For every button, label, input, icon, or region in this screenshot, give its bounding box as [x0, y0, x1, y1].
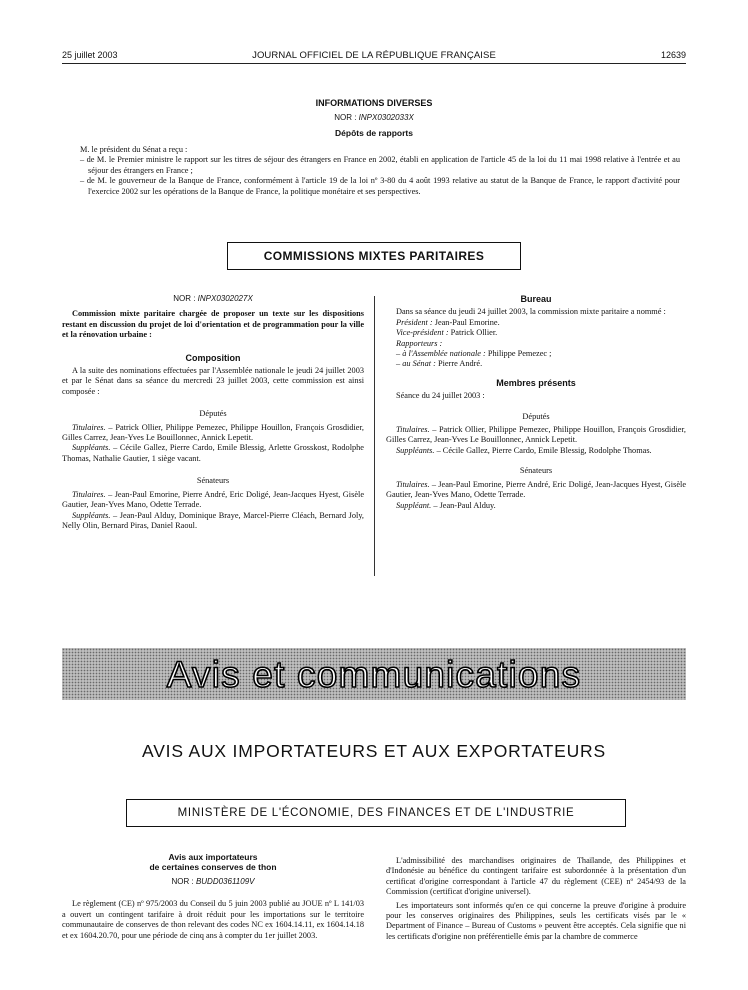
vice-president-label: Vice-président :	[396, 328, 449, 338]
suppleants-names: – Cécile Gallez, Pierre Cardo, Emile Blessig, Rodolphe Thomas.	[434, 445, 652, 455]
article-left-column	[62, 852, 364, 941]
article-right-column	[386, 856, 686, 942]
nor-reference	[62, 877, 364, 887]
rapporteurs-label-text: Rapporteurs :	[396, 338, 443, 348]
rapporteur-senat-line	[386, 359, 686, 369]
commission-lead: Commission mixte paritaire chargée de proposer un texte sur les dispositions restant en discussion du projet de loi d'orientation et de programmation pour la ville et la rénovation urbaine :	[62, 309, 364, 340]
nor-reference	[62, 294, 364, 304]
column-divider	[374, 296, 375, 576]
ministere-box: MINISTÈRE DE L'ÉCONOMIE, DES FINANCES ET DE L'INDUSTRIE	[126, 799, 626, 827]
avis-importateurs-title: AVIS AUX IMPORTATEURS ET AUX EXPORTATEURS	[142, 741, 606, 761]
nor-label: NOR :	[334, 113, 359, 122]
nor-code: INPX0302027X	[197, 294, 253, 303]
section-box-commissions: COMMISSIONS MIXTES PARITAIRES	[227, 242, 521, 270]
composition-title: Composition	[185, 352, 241, 363]
titulaires-label: Titulaires.	[396, 425, 430, 435]
suppleants-label: Suppléants.	[396, 445, 435, 455]
titulaires-label: Titulaires.	[396, 479, 430, 489]
senateurs-titulaires	[386, 480, 686, 501]
article-title-line1: Avis aux importateurs	[168, 852, 258, 862]
titulaires-names: – Patrick Ollier, Philippe Pemezec, Philippe Houillon, François Grosdidier, Gilles Carrez, Jean-Yves Le Bouillonnec, Annick Lepetit.	[62, 422, 364, 443]
suppleants-names: – Cécile Gallez, Pierre Cardo, Emile Blessig, Arlette Grosskost, Rodolphe Thomas, Nathalie Gautier, 1 siège vacant.	[62, 443, 364, 463]
commission-right-column	[386, 294, 686, 511]
vice-president-name: Patrick Ollier.	[448, 328, 498, 338]
informations-item: – de M. le gouverneur de la Banque de France, conformément à l'article 19 de la loi nº 3-80 du 4 août 1993 relative au statut de la Banque de France, le rapport d'activité pour l'exercice 2002 sur les opérations de la Banque de France, la politique monétaire et ses perspectives.	[80, 176, 680, 196]
vice-president-line	[386, 328, 686, 338]
seance-line: Séance du 24 juillet 2003 :	[396, 391, 485, 401]
senateurs-titulaires	[62, 490, 364, 511]
page-number: 12639	[660, 50, 686, 60]
informations-body	[80, 145, 680, 197]
bureau-title: Bureau	[520, 294, 552, 304]
titulaires-names: – Patrick Ollier, Philippe Pemezec, Philippe Houillon, François Grosdidier, Gilles Carrez, Jean-Yves Le Bouillonnec, Annick Lepetit.	[386, 425, 686, 445]
suppleants-names: – Jean-Paul Alduy, Dominique Braye, Marcel-Pierre Cléach, Bernard Joly, Nelly Olin, Bernard Piras, Daniel Raoul.	[62, 510, 364, 530]
nor-label: NOR :	[171, 877, 196, 886]
section-title-informations: INFORMATIONS DIVERSES	[315, 98, 433, 108]
deputes-suppleants	[386, 446, 686, 456]
banner-title: Avis et communications	[166, 653, 582, 695]
suppleant-label: Suppléant.	[396, 500, 432, 510]
rapporteur-senat-name: Pierre André.	[435, 359, 483, 369]
article-paragraph-1: Le règlement (CE) nº 975/2003 du Conseil du 5 juin 2003 publié au JOUE nº L 141/03 a ouvert un contingent tarifaire à droit réduit pour les importations sur le territoire communautaire de conserves de thon relevant des codes NC ex 1604.14.11, ex 1604.14.18 et ex 1604.20.70, pour une période de cinq ans à compter du 1er juillet 2003.	[62, 899, 364, 940]
titulaires-names: – Jean-Paul Emorine, Pierre André, Eric Doligé, Jean-Jacques Hyest, Gisèle Gautier, Jean-Yves Mano, Odette Terrade.	[62, 489, 364, 510]
deputes-title: Députés	[522, 411, 550, 421]
rapporteur-an-name: Philippe Pemezec ;	[485, 349, 552, 359]
titulaires-label: Titulaires.	[72, 489, 106, 499]
commission-left-column	[62, 294, 364, 531]
suppleants-label: Suppléants.	[72, 443, 111, 453]
nor-code: BUDD0361109V	[195, 877, 255, 886]
header-rule	[62, 63, 686, 64]
nor-label: NOR :	[173, 294, 198, 303]
rapporteurs-label	[386, 339, 686, 349]
header-date: 25 juillet 2003	[62, 50, 118, 60]
bureau-text: Dans sa séance du jeudi 24 juillet 2003, la commission mixte paritaire a nommé :	[396, 307, 666, 317]
senateurs-suppleant	[386, 501, 686, 511]
nor-code: INPX0302033X	[358, 113, 414, 122]
deputes-titulaires	[386, 425, 686, 446]
informations-item: – de M. le Premier ministre le rapport sur les titres de séjour des étrangers en France en 2002, établi en application de l'article 45 de la loi du 11 mai 1998 relative à l'entrée et au séjour des étrangers en France ;	[80, 155, 680, 175]
avis-communications-banner	[62, 648, 686, 700]
subsection-title-depots: Dépôts de rapports	[335, 128, 413, 138]
composition-text: A la suite des nominations effectuées par l'Assemblée nationale le jeudi 24 juillet 2003 et par le Sénat dans sa séance du mercredi 23 juillet 2003, cette commission est ainsi composée :	[62, 366, 364, 396]
titulaires-names: – Jean-Paul Emorine, Pierre André, Eric Doligé, Jean-Jacques Hyest, Gisèle Gautier, Jean-Yves Mano, Odette Terrade.	[386, 479, 686, 500]
deputes-title: Députés	[199, 409, 227, 419]
president-name: Jean-Paul Emorine.	[432, 317, 500, 327]
article-paragraph-3: Les importateurs sont informés qu'en ce qui concerne la preuve d'origine à produire pour les conserves originaires des Philippines, seuls les certificats visés par le « Department of Finance – Bureau of Customs » peuvent être acceptés. Cela signifie que ni les certificats d'origine non préférentielle émis par la chambre de commerce	[386, 900, 686, 941]
rapporteur-senat-label: – au Sénat :	[396, 359, 436, 369]
president-label: Président :	[396, 317, 433, 327]
president-line	[386, 318, 686, 328]
article-paragraph-2: L'admissibilité des marchandises originaires de Thaïlande, des Philippines et d'Indonésie au bénéfice du contingent tarifaire est subordonnée à la présentation d'un certificat d'origine correspondant à l'article 47 du règlement (CEE) nº 2454/93 de la Commission (certificat d'origine universel).	[386, 856, 686, 897]
senateurs-title: Sénateurs	[519, 466, 553, 476]
deputes-suppleants	[62, 443, 364, 464]
titulaires-label: Titulaires.	[72, 422, 106, 432]
membres-presents-title: Membres présents	[496, 377, 576, 388]
deputes-titulaires	[62, 423, 364, 444]
journal-title: JOURNAL OFFICIEL DE LA RÉPUBLIQUE FRANÇAISE	[252, 50, 496, 61]
informations-intro: M. le président du Sénat a reçu :	[80, 145, 188, 154]
nor-reference	[62, 113, 686, 122]
suppleant-name: – Jean-Paul Alduy.	[431, 500, 496, 510]
rapporteur-an-label: – à l'Assemblée nationale :	[396, 349, 486, 359]
article-title-line2: de certaines conserves de thon	[149, 862, 277, 872]
senateurs-title: Sénateurs	[196, 476, 230, 486]
suppleants-label: Suppléants.	[72, 510, 111, 520]
rapporteur-an-line	[386, 349, 686, 359]
senateurs-suppleants	[62, 511, 364, 532]
